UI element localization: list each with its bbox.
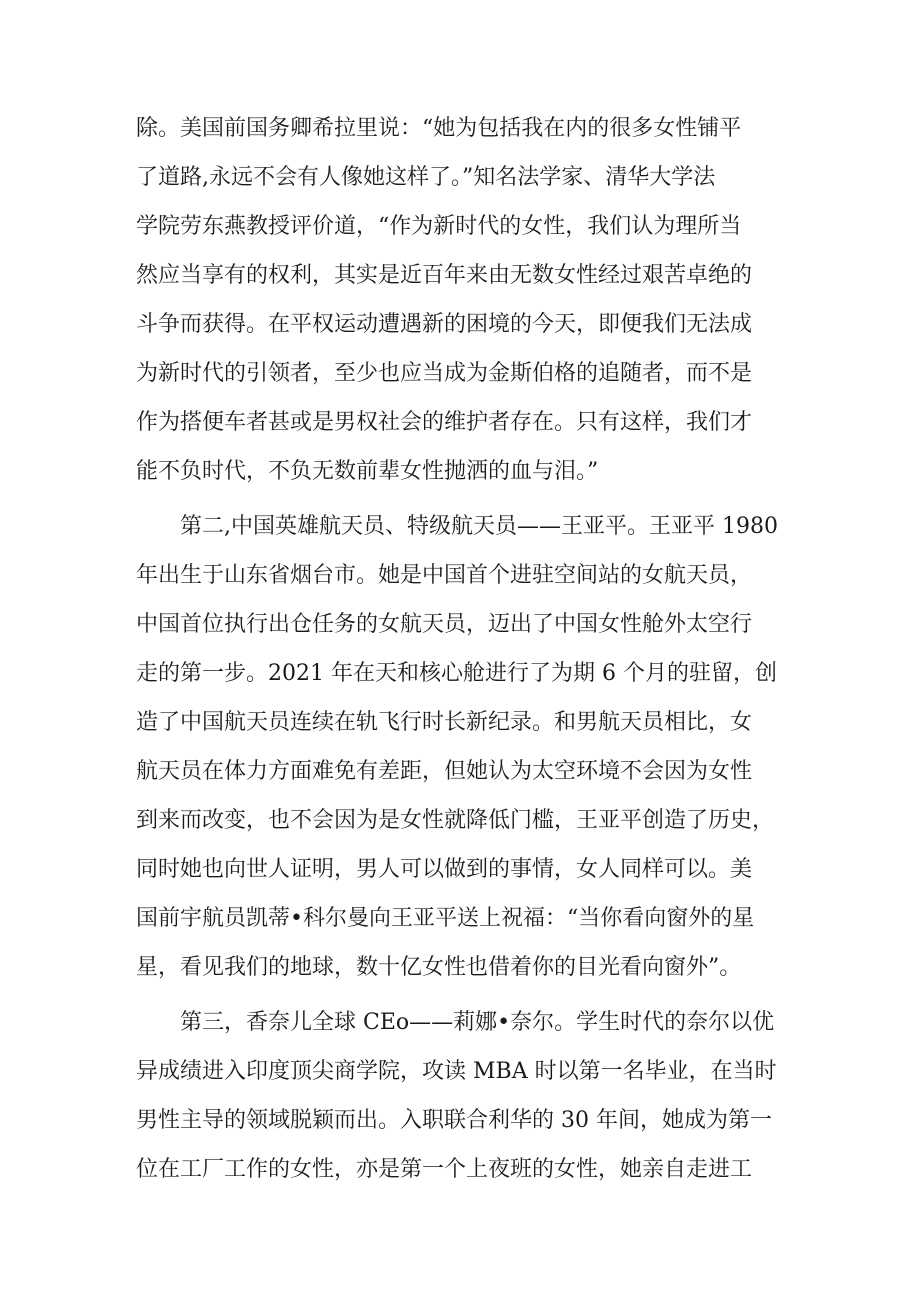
paragraph-ginsburg-quotes <box>136 104 796 496</box>
text-line: 星，看见我们的地球，数十亿女性也借着你的目光看向窗外”。 <box>136 955 742 980</box>
text-line: 斗争而获得。在平权运动遭遇新的困境的今天，即便我们无法成 <box>136 312 753 337</box>
text-line: 到来而改变，也不会因为是女性就降低门槛，王亚平创造了历史， <box>136 808 775 833</box>
paragraph-wang-yaping <box>136 502 796 992</box>
text-line: 同时她也向世人证明，男人可以做到的事情，女人同样可以。美 <box>136 857 753 882</box>
text-line: 第二,中国英雄航天员、特级航天员——王亚平。王亚平 1980 <box>180 514 778 539</box>
text-line: 位在工厂工作的女性，亦是第一个上夜班的女性，她亲自走进工 <box>136 1157 753 1182</box>
text-line: 走的第一步。2021 年在天和核心舱进行了为期 6 个月的驻留，创 <box>136 661 777 686</box>
text-line: 作为搭便车者甚或是男权社会的维护者存在。只有这样，我们才 <box>136 410 753 435</box>
text-line: 异成绩进入印度顶尖商学院，攻读 MBA 时以第一名毕业，在当时 <box>136 1059 777 1084</box>
text-line: 然应当享有的权利，其实是近百年来由无数女性经过艰苦卓绝的 <box>136 263 753 288</box>
text-line: 造了中国航天员连续在轨飞行时长新纪录。和男航天员相比，女 <box>136 710 753 735</box>
text-line: 除。美国前国务卿希拉里说：“她为包括我在内的很多女性铺平 <box>136 116 742 141</box>
document-body <box>136 104 796 1194</box>
text-line: 为新时代的引领者，至少也应当成为金斯伯格的追随者，而不是 <box>136 361 753 386</box>
text-line: 男性主导的领域脱颖而出。入职联合利华的 30 年间，她成为第一 <box>136 1108 772 1133</box>
text-line: 中国首位执行出仓任务的女航天员，迈出了中国女性舱外太空行 <box>136 612 753 637</box>
paragraph-leena-nair <box>136 998 796 1194</box>
text-line: 第三，香奈儿全球 CEo——莉娜•奈尔。学生时代的奈尔以优 <box>180 1010 775 1035</box>
text-line: 年出生于山东省烟台市。她是中国首个进驻空间站的女航天员， <box>136 563 753 588</box>
text-line: 了道路,永远不会有人像她这样了。”知名法学家、清华大学法 <box>136 165 716 190</box>
text-line: 学院劳东燕教授评价道，“作为新时代的女性，我们认为理所当 <box>136 214 742 239</box>
text-line: 能不负时代，不负无数前辈女性抛洒的血与泪。” <box>136 459 599 484</box>
text-line: 国前宇航员凯蒂•科尔曼向王亚平送上祝福：“当你看向窗外的星 <box>136 906 755 931</box>
text-line: 航天员在体力方面难免有差距，但她认为太空环境不会因为女性 <box>136 759 753 784</box>
